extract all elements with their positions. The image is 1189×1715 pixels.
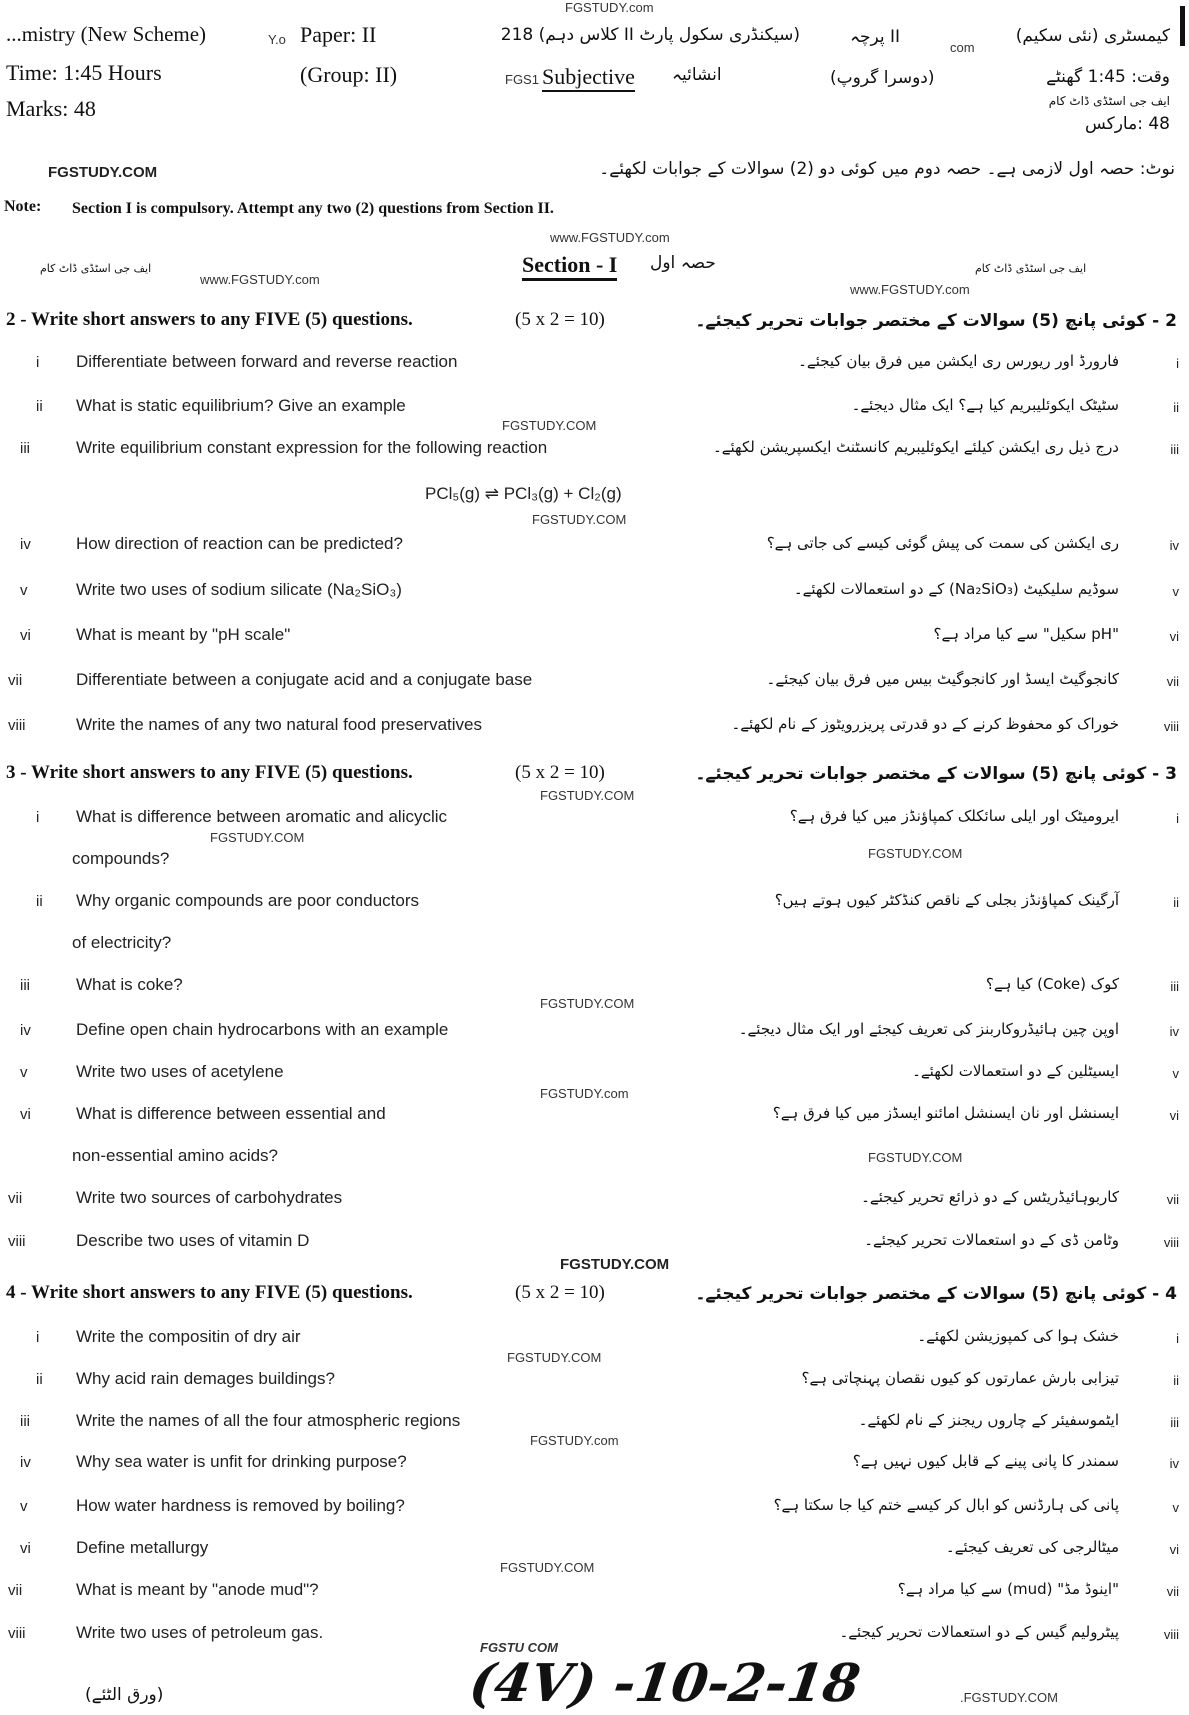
watermark-fgstudy: FGSTUDY.COM <box>507 1350 602 1365</box>
com-mark: com <box>950 40 975 55</box>
question-number-ur: vii <box>1166 1192 1179 1207</box>
question-text-ur: آرگینک کمپاؤنڈز بجلی کے ناقص کنڈکٹر کیوں ہوتے ہیں؟ <box>774 891 1119 909</box>
question-text-en: Write equilibrium constant expression for the following reaction <box>76 438 548 457</box>
question-text-ur: کاربوہائیڈریٹس کے دو ذرائع تحریر کیجئے۔ <box>861 1188 1119 1206</box>
question-text-ur: ایسیٹلین کے دو استعمالات لکھئے۔ <box>912 1062 1119 1080</box>
watermark-fg-ur: ایف جی اسٹڈی ڈاٹ کام <box>40 262 152 275</box>
question-text-en: Differentiate between forward and reverse reaction <box>76 352 458 371</box>
board-ur: (سیکنڈری سکول پارٹ II کلاس دہم) 218 <box>500 25 800 45</box>
question-text-ur: پانی کی ہارڈنس کو ابال کر کیسے ختم کیا جا سکتا ہے؟ <box>773 1496 1119 1514</box>
question-number: iv <box>20 1454 31 1471</box>
question-text-ur: ری ایکشن کی سمت کی پیش گوئی کیسے کی جاتی ہے؟ <box>766 534 1119 552</box>
watermark-www: www.FGSTUDY.com <box>550 230 670 245</box>
question-number: i <box>36 1329 40 1346</box>
note-en: Section I is compulsory. Attempt any two (2) questions from Section II. <box>72 200 554 217</box>
question-text-en: What is difference between aromatic and alicyclic <box>76 807 448 826</box>
note-label: Note: <box>4 198 42 215</box>
question-text-en: Why organic compounds are poor conductors <box>76 891 420 910</box>
question-text-en: What is meant by "anode mud"? <box>76 1580 319 1599</box>
turn-over-ur: (ورق الٹئے) <box>85 1685 164 1705</box>
question-number: viii <box>8 1625 26 1642</box>
question-number: v <box>20 1064 28 1081</box>
question-number-ur: vi <box>1169 629 1179 644</box>
question-number-ur: iv <box>1169 538 1179 553</box>
question-marks: (5 x 2 = 10) <box>515 1282 605 1303</box>
subject-ur: کیمسٹری (نئی سکیم) <box>1015 26 1170 46</box>
question-text-en: Write two sources of carbohydrates <box>76 1188 343 1207</box>
question-text-en: Describe two uses of vitamin D <box>76 1231 310 1250</box>
question-number-ur: viii <box>1163 1235 1179 1250</box>
question-text-en: Write the compositin of dry air <box>76 1327 301 1346</box>
section-title-ur: حصہ اول <box>650 253 716 273</box>
question-number: iii <box>20 440 30 457</box>
paper-en: Paper: II <box>300 22 377 47</box>
question-number: ii <box>36 893 43 910</box>
fgs1-mark: FGS1 <box>505 72 539 87</box>
question-text-ur: درج ذیل ری ایکشن کیلئے ایکوئلیبریم کانسٹنٹ ایکسپریشن لکھئے۔ <box>712 438 1119 456</box>
question-text-ur: سٹیٹک ایکوئلیبریم کیا ہے؟ ایک مثال دیجئے۔ <box>851 396 1119 414</box>
watermark-fgstudy: FGSTUDY.COM <box>560 1256 670 1273</box>
question-number-ur: v <box>1172 584 1179 599</box>
watermark-fgstudy: FGSTUDY.COM <box>500 1560 595 1575</box>
question-heading-en: 3 - Write short answers to any FIVE (5) questions. <box>6 762 413 783</box>
question-number: vii <box>8 672 23 689</box>
question-number-ur: ii <box>1173 895 1179 910</box>
watermark-fgstudy: FGSTUDY.COM <box>868 846 963 861</box>
question-number: vi <box>20 1106 31 1123</box>
question-text-en: Why acid rain demages buildings? <box>76 1369 335 1388</box>
question-number: viii <box>8 1233 26 1250</box>
watermark-fgstudy: FGSTUDY.COM <box>540 788 635 803</box>
question-marks: (5 x 2 = 10) <box>515 309 605 330</box>
question-text-en: Differentiate between a conjugate acid and a conjugate base <box>76 670 533 689</box>
subjective-ur: انشائیہ <box>672 65 722 85</box>
question-number-ur: v <box>1172 1066 1179 1081</box>
question-text-en: What is difference between essential and <box>76 1104 386 1123</box>
question-text-en-cont: compounds? <box>72 849 170 868</box>
question-number-ur: iv <box>1169 1456 1179 1471</box>
question-number: i <box>36 809 40 826</box>
subjective-en: Subjective <box>542 64 635 92</box>
group-ur: (دوسرا گروپ) <box>830 68 935 88</box>
watermark-fgstudy: FGSTUDY.COM <box>210 830 305 845</box>
question-text-ur: وٹامن ڈی کے دو استعمالات تحریر کیجئے۔ <box>864 1231 1119 1249</box>
question-number-ur: vii <box>1166 674 1179 689</box>
question-number-ur: iii <box>1170 979 1179 994</box>
question-number: v <box>20 582 28 599</box>
question-number-ur: vi <box>1169 1108 1179 1123</box>
question-number-ur: i <box>1176 1331 1179 1346</box>
question-text-ur: ایسنشل اور نان ایسنشل امائنو ایسڈز میں کیا فرق ہے؟ <box>772 1104 1119 1122</box>
question-number-ur: i <box>1176 356 1179 371</box>
question-text-en: Define metallurgy <box>76 1538 209 1557</box>
question-marks: (5 x 2 = 10) <box>515 762 605 783</box>
question-heading-en: 4 - Write short answers to any FIVE (5) questions. <box>6 1282 413 1303</box>
watermark-www: www.FGSTUDY.com <box>850 282 970 297</box>
question-text-ur: "اینوڈ مڈ" (mud) سے کیا مراد ہے؟ <box>897 1580 1119 1598</box>
question-number-ur: iii <box>1170 442 1179 457</box>
question-number-ur: iii <box>1170 1415 1179 1430</box>
question-number-ur: i <box>1176 811 1179 826</box>
question-number: vii <box>8 1190 23 1207</box>
question-heading-ur: 4 - کوئی پانچ (5) سوالات کے مختصر جوابات تحریر کیجئے۔ <box>695 1284 1177 1304</box>
watermark-fgstudy: FGSTUDY.COM <box>502 418 597 433</box>
question-text-en: What is static equilibrium? Give an example <box>76 396 406 415</box>
watermark-www: www.FGSTUDY.com <box>200 272 320 287</box>
question-number: vi <box>20 627 31 644</box>
question-text-ur: سمندر کا پانی پینے کے قابل کیوں نہیں ہے؟ <box>852 1452 1119 1470</box>
time-ur: وقت: 1:45 گھنٹے <box>1046 67 1170 87</box>
question-text-ur: ایٹموسفیئر کے چاروں ریجنز کے نام لکھئے۔ <box>858 1411 1119 1429</box>
question-text-ur: کانجوگیٹ ایسڈ اور کانجوگیٹ بیس میں فرق بیان کیجئے۔ <box>766 670 1119 688</box>
handwritten-date: (4V) -10-2-18 <box>465 1653 864 1714</box>
watermark-fgstudy-mixed: FGSTUDY.com <box>530 1433 619 1448</box>
question-text-en: How direction of reaction can be predicted? <box>76 534 403 553</box>
marks-ur: 48 :مارکس <box>1084 114 1170 134</box>
watermark-fgstudy-footer: .FGSTUDY.COM <box>960 1690 1058 1705</box>
section-title-en: Section - I <box>522 252 617 281</box>
watermark-fgstudy: FGSTUDY.COM <box>540 996 635 1011</box>
question-number-ur: vi <box>1169 1542 1179 1557</box>
question-heading-ur: 3 - کوئی پانچ (5) سوالات کے مختصر جوابات تحریر کیجئے۔ <box>695 764 1177 784</box>
question-text-ur: ایرومیٹک اور ایلی سائکلک کمپاؤنڈز میں کیا فرق ہے؟ <box>789 807 1119 825</box>
question-heading-en: 2 - Write short answers to any FIVE (5) questions. <box>6 309 413 330</box>
fg-ur-header: ایف جی اسٹڈی ڈاٹ کام <box>1048 94 1170 108</box>
question-number: v <box>20 1498 28 1515</box>
question-text-en: Write two uses of sodium silicate (Na₂SiO₃) <box>76 580 402 599</box>
question-text-ur: تیزابی بارش عمارتوں کو کیوں نقصان پہنچاتی ہے؟ <box>801 1369 1119 1387</box>
question-number: iv <box>20 1022 31 1039</box>
question-number-ur: ii <box>1173 400 1179 415</box>
time-en: Time: 1:45 Hours <box>6 60 162 85</box>
question-text-ur: کوک (Coke) کیا ہے؟ <box>985 975 1119 993</box>
watermark-fgstu: FGSTU COM <box>480 1640 558 1655</box>
question-number-ur: ii <box>1173 1373 1179 1388</box>
question-number-ur: viii <box>1163 719 1179 734</box>
watermark-fgstudy: FGSTUDY.COM <box>868 1150 963 1165</box>
question-text-en-cont: of electricity? <box>72 933 172 952</box>
paper-ur: II پرچہ <box>850 27 901 47</box>
note-ur: نوٹ: حصہ اول لازمی ہے۔ حصہ دوم میں کوئی دو (2) سوالات کے جوابات لکھئے۔ <box>599 159 1175 179</box>
question-number-ur: iv <box>1169 1024 1179 1039</box>
question-text-en: Write two uses of acetylene <box>76 1062 284 1081</box>
question-text-en: Write two uses of petroleum gas. <box>76 1623 324 1642</box>
equilibrium-equation: PCl₅(g) ⇌ PCl₃(g) + Cl₂(g) <box>425 484 622 503</box>
question-number-ur: viii <box>1163 1627 1179 1642</box>
marks-en: Marks: 48 <box>6 96 96 121</box>
question-number: iii <box>20 977 30 994</box>
question-text-ur: فارورڈ اور ریورس ری ایکشن میں فرق بیان کیجئے۔ <box>798 352 1119 370</box>
question-text-en: Define open chain hydrocarbons with an example <box>76 1020 449 1039</box>
watermark-fgstudy-mixed: FGSTUDY.com <box>540 1086 629 1101</box>
question-number: i <box>36 354 40 371</box>
margin-mark <box>1180 6 1185 46</box>
question-number-ur: vii <box>1166 1584 1179 1599</box>
question-text-ur: اوپن چین ہائیڈروکاربنز کی تعریف کیجئے اور ایک مثال دیجئے۔ <box>738 1020 1119 1038</box>
question-text-en: Write the names of any two natural food preservatives <box>76 715 482 734</box>
question-number: viii <box>8 717 26 734</box>
question-number: ii <box>36 1371 43 1388</box>
question-number-ur: v <box>1172 1500 1179 1515</box>
question-heading-ur: 2 - کوئی پانچ (5) سوالات کے مختصر جوابات تحریر کیجئے۔ <box>695 311 1177 331</box>
watermark-fg-ur: ایف جی اسٹڈی ڈاٹ کام <box>975 262 1087 275</box>
question-text-en-cont: non-essential amino acids? <box>72 1146 279 1165</box>
question-number: ii <box>36 398 43 415</box>
question-text-ur: پیٹرولیم گیس کے دو استعمالات تحریر کیجئے۔ <box>839 1623 1119 1641</box>
question-text-en: How water hardness is removed by boiling? <box>76 1496 405 1515</box>
question-text-en: What is coke? <box>76 975 183 994</box>
subject-en: ...mistry (New Scheme) <box>6 22 207 46</box>
question-text-ur: میٹالرجی کی تعریف کیجئے۔ <box>945 1538 1119 1556</box>
question-number: vii <box>8 1582 23 1599</box>
question-number: iv <box>20 536 31 553</box>
question-text-ur: سوڈیم سلیکیٹ (Na₂SiO₃) کے دو استعمالات لکھئے۔ <box>793 580 1119 598</box>
question-text-ur: "pH سکیل" سے کیا مراد ہے؟ <box>933 625 1119 643</box>
watermark-fgstudy: FGSTUDY.COM <box>48 164 158 181</box>
year-mark: Y.o <box>268 32 286 47</box>
group-en: (Group: II) <box>300 62 398 87</box>
question-text-ur: خوراک کو محفوظ کرنے کے دو قدرتی پریزرویٹوز کے نام لکھئے۔ <box>731 715 1119 733</box>
question-text-en: Write the names of all the four atmospheric regions <box>76 1411 461 1430</box>
question-text-ur: خشک ہوا کی کمپوزیشن لکھئے۔ <box>917 1327 1119 1345</box>
question-number: vi <box>20 1540 31 1557</box>
watermark-top: FGSTUDY.com <box>565 0 654 15</box>
question-text-en: Why sea water is unfit for drinking purpose? <box>76 1452 407 1471</box>
watermark-fgstudy: FGSTUDY.COM <box>532 512 627 527</box>
question-text-en: What is meant by "pH scale" <box>76 625 291 644</box>
question-number: iii <box>20 1413 30 1430</box>
